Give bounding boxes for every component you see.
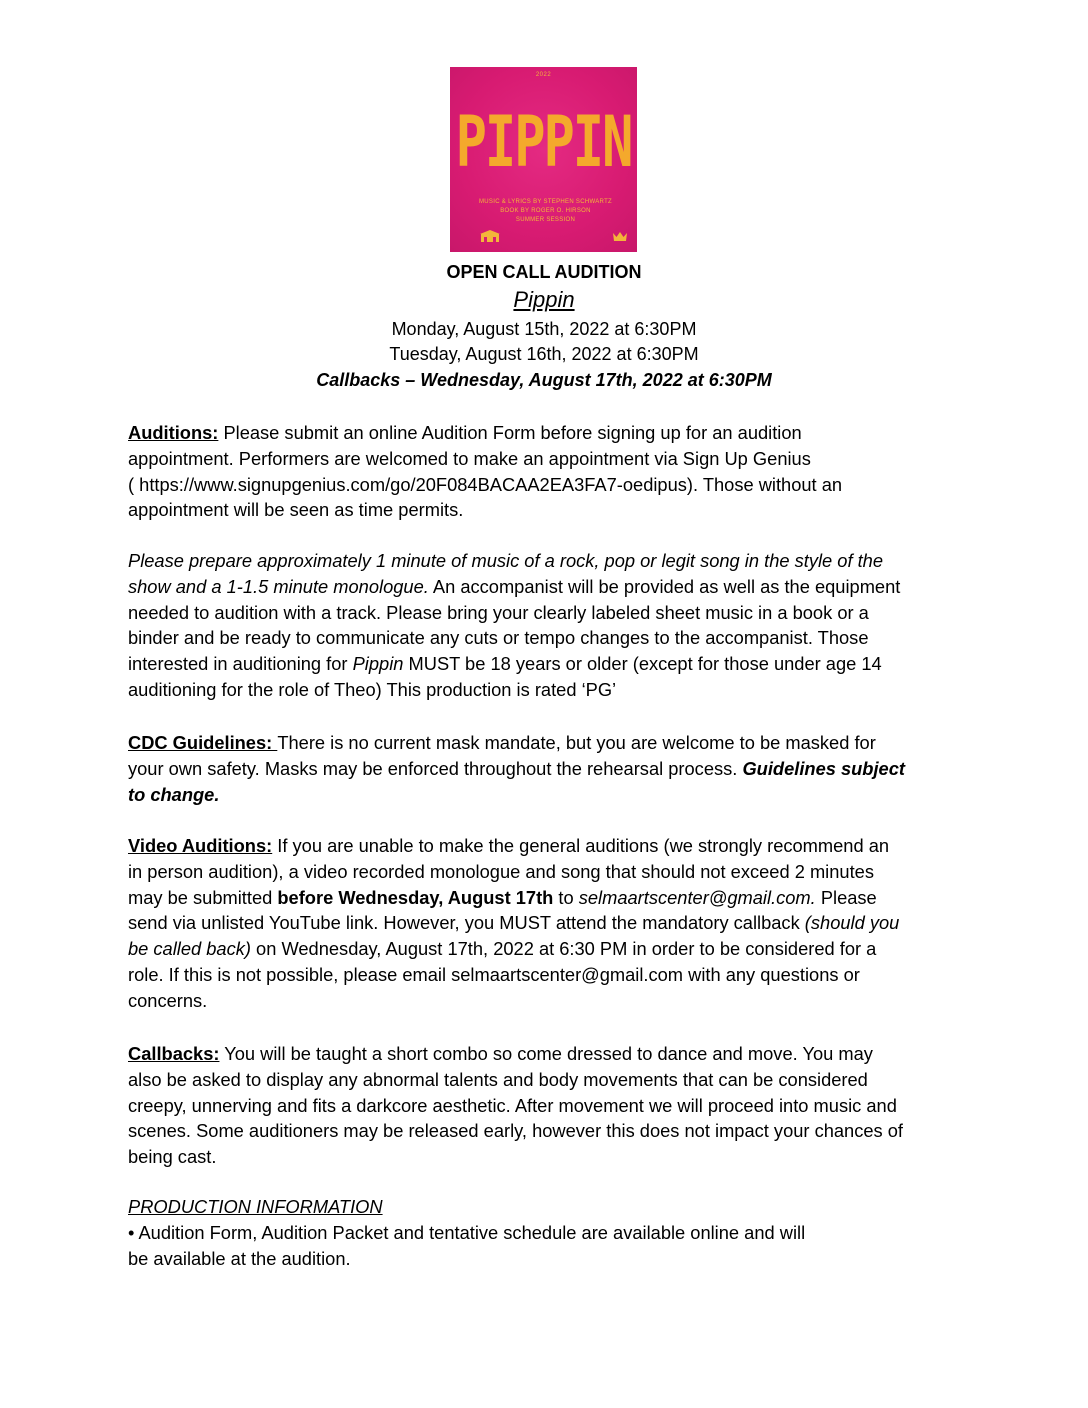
- cdc-line: There is no current mask mandate, but you are welcome to be masked for: [277, 732, 876, 753]
- auditions-line: appointment. Performers are welcomed to make an appointment via Sign Up Genius: [128, 447, 811, 469]
- video-line: may be submitted: [128, 886, 278, 908]
- prepare-line: An accompanist will be provided as well as the equipment: [428, 575, 901, 597]
- crown-icon: [613, 231, 627, 241]
- video-line: on Wednesday, August 17th, 2022 at 6:30 PM in order to be considered for a: [250, 938, 877, 960]
- theater-logo-icon: [480, 230, 500, 242]
- show-title: Pippin: [513, 287, 575, 312]
- prepare-line: needed to audition with a track. Please bring your clearly labeled sheet music in a book or a: [128, 601, 869, 623]
- poster-credit-3: SUMMER SESSION: [515, 217, 576, 223]
- video-auditions-label: Video Auditions:: [128, 835, 273, 856]
- video-line: role. If this is not possible, please email selmaartscenter@gmail.com with any questions or: [128, 963, 860, 985]
- cdc-line: your own safety. Masks may be enforced throughout the rehearsal process.: [128, 757, 743, 779]
- video-deadline: before Wednesday, August 17th: [277, 886, 554, 908]
- callbacks-line: creepy, unnerving and fits a darkcore aesthetic. After movement we will proceed into music and: [128, 1094, 897, 1116]
- callbacks-line: also be asked to display any abnormal talents and body movements that can be considered: [128, 1068, 868, 1090]
- callbacks-paragraph: [128, 1041, 968, 1170]
- auditions-paragraph: [128, 420, 968, 523]
- prepare-line: auditioning for the role of Theo) This production is rated ‘PG’: [128, 678, 617, 700]
- video-italic: (should you: [804, 912, 900, 934]
- cdc-paragraph: [128, 730, 968, 807]
- auditions-label: Auditions:: [128, 422, 219, 443]
- prepare-paragraph: [128, 548, 968, 703]
- video-line: in person audition), a video recorded monologue and song that should not exceed 2 minutes: [128, 860, 874, 882]
- prepare-line: interested in auditioning for: [128, 653, 353, 675]
- production-info-line: be available at the audition.: [128, 1247, 351, 1269]
- callbacks-line: scenes. Some auditioners may be released early, however this does not impact your chances of: [128, 1120, 903, 1142]
- callbacks-label: Callbacks:: [128, 1043, 220, 1064]
- callbacks-date: Callbacks – Wednesday, August 17th, 2022 at 6:30PM: [316, 370, 772, 390]
- video-line: concerns.: [128, 989, 208, 1011]
- callbacks-line: being cast.: [128, 1146, 217, 1168]
- video-line: Please: [815, 886, 877, 908]
- audition-date-1: Monday, August 15th, 2022 at 6:30PM: [391, 319, 697, 339]
- page-heading: OPEN CALL AUDITION: [446, 262, 642, 282]
- callbacks-line: You will be taught a short combo so come dressed to dance and move. You may: [219, 1043, 873, 1064]
- video-auditions-paragraph: [128, 833, 968, 1014]
- audition-date-2: Tuesday, August 16th, 2022 at 6:30PM: [389, 344, 699, 364]
- cdc-label: CDC Guidelines:: [128, 732, 278, 753]
- video-line: send via unlisted YouTube link. However, you MUST attend the mandatory callback: [128, 912, 805, 934]
- prepare-italic: show and a 1-1.5 minute monologue.: [128, 575, 429, 597]
- auditions-line: ( https://www.signupgenius.com/go/20F084BACAA2EA3FA7-oedipus). Those without an: [128, 473, 843, 495]
- cdc-emphasis: to change.: [128, 783, 220, 805]
- poster-credit-1: MUSIC & LYRICS BY STEPHEN SCHWARTZ: [479, 199, 612, 205]
- video-line: to: [553, 886, 579, 908]
- poster-credit-2: BOOK BY ROGER O. HIRSON: [500, 208, 591, 214]
- cdc-emphasis: Guidelines subject: [742, 757, 905, 779]
- auditions-line: appointment will be seen as time permits.: [128, 499, 464, 521]
- poster-title: PIPPIN: [455, 102, 632, 184]
- pippin-poster-image: [450, 67, 637, 252]
- prepare-italic: Pippin: [352, 653, 404, 675]
- poster-top-text: 2022: [535, 72, 552, 78]
- prepare-line: binder and be ready to communicate any cuts or tempo changes to the accompanist. Those: [128, 627, 869, 649]
- video-line: If you are unable to make the general auditions (we strongly recommend an: [272, 835, 890, 856]
- production-info-line: • Audition Form, Audition Packet and tentative schedule are available online and will: [128, 1221, 806, 1243]
- production-info-section: [128, 1194, 968, 1271]
- video-email: selmaartscenter@gmail.com.: [578, 886, 816, 908]
- video-italic: be called back): [128, 938, 251, 960]
- prepare-line: Please prepare approximately 1 minute of music of a rock, pop or legit song in the style of the: [128, 550, 884, 571]
- prepare-line: MUST be 18 years or older (except for those under age 14: [403, 653, 882, 675]
- production-info-heading: PRODUCTION INFORMATION: [128, 1196, 383, 1217]
- auditions-line: Please submit an online Audition Form before signing up for an audition: [218, 422, 802, 443]
